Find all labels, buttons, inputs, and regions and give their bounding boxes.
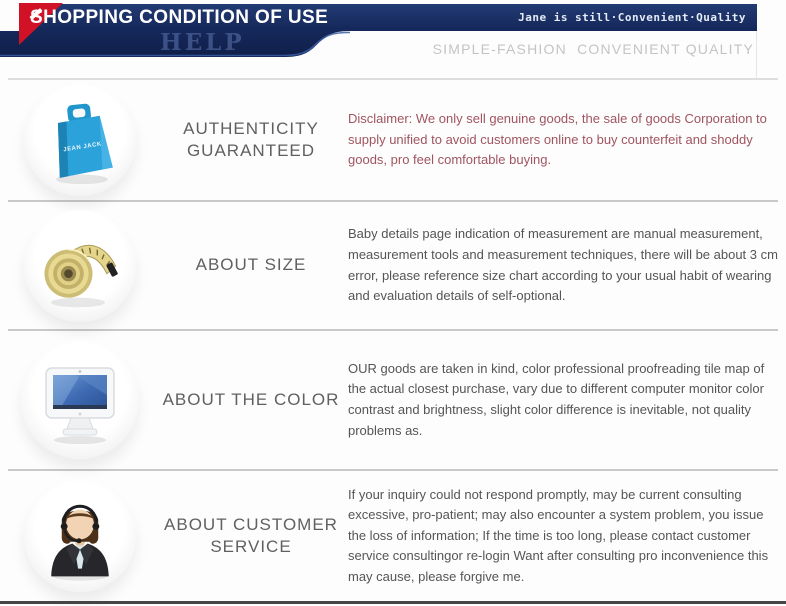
help-watermark: HELP (160, 29, 245, 56)
row-title-customer-service: ABOUT CUSTOMER SERVICE (164, 514, 338, 556)
row-about-size (0, 202, 786, 329)
slogan-top: Jane is still·Convenient·Quality (518, 11, 746, 24)
shopping-bag-icon (24, 84, 136, 196)
row-title-authenticity: AUTHENTICITY GUARANTEED (183, 118, 319, 160)
bag-brand-label: JEAN JACK (63, 141, 103, 154)
page-header (0, 0, 786, 80)
page-title: SHOPPING CONDITION OF USE (30, 7, 329, 28)
condition-rows (0, 80, 786, 601)
computer-monitor-icon (21, 341, 139, 459)
row-text-customer-service: If your inquiry could not respond promptly, may be current consulting excessive, pro-patient; may also encounter a system problem, you issue the loss of information; If the time is too long, please contact customer service consultingor re-login Want after consulting pro inconvenience this may cause, please forgive me. (348, 486, 769, 584)
row-text-authenticity: Disclaimer: We only sell genuine goods, the sale of goods Corporation to supply unified to avoid customers online to buy counterfeit and shoddy goods, pro feel comfortable buying. (348, 111, 767, 168)
row-customer-service (0, 471, 786, 601)
customer-service-icon (24, 480, 136, 592)
bottom-border-line (0, 601, 786, 604)
tape-measure-icon (24, 210, 136, 322)
row-text-color: OUR goods are taken in kind, color professional proofreading tile map of the actual closest purchase, vary due to different computer monitor color contrast and brightness, slight color difference is inevitable, not quality problems as. (348, 360, 765, 438)
row-title-size: ABOUT SIZE (195, 255, 307, 275)
row-text-size: Baby details page indication of measurement are manual measurement, measurement tools and measurement techniques, there will be about 3 cm error, please reference size chart according to your usual habit of wearing and evaluation details of self-optional. (348, 226, 778, 304)
slogan-bottom: SIMPLE-FASHION CONVENIENT QUALITY (432, 41, 754, 57)
row-about-color (0, 331, 786, 469)
row-authenticity (0, 80, 786, 200)
row-title-color: ABOUT THE COLOR (162, 389, 340, 409)
